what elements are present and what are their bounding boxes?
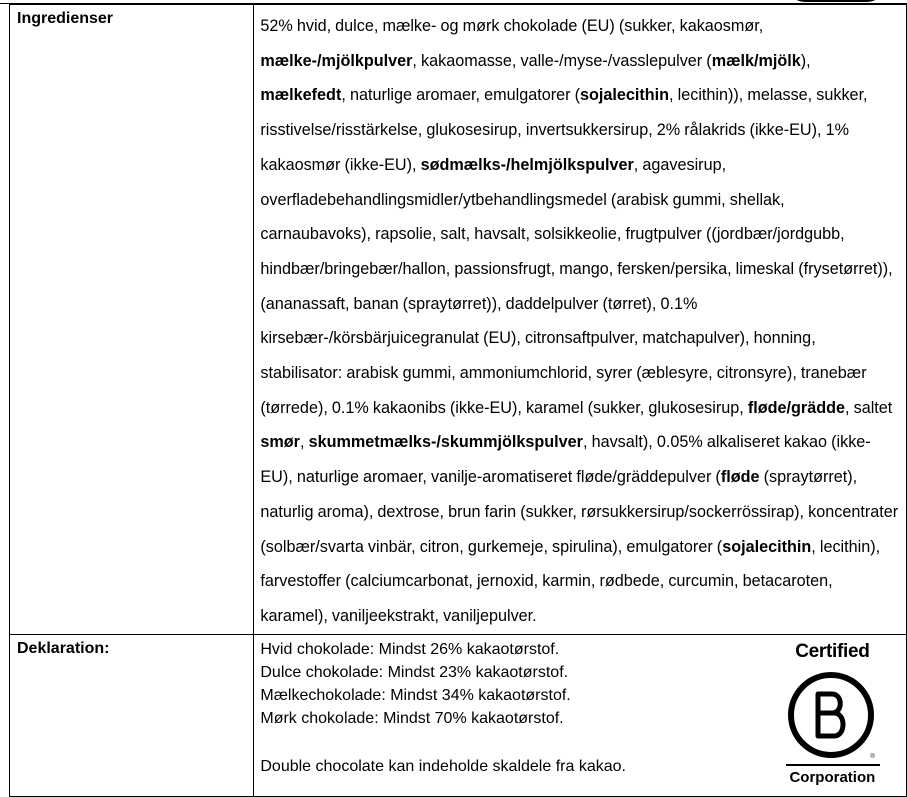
ingredients-text	[260, 9, 899, 634]
allergen-text: smør	[260, 433, 300, 452]
ingredient-text: , lecithin), farvestoffer (calciumcarbonat, jernoxid, karmin, rødbede, curcumin, betacaroten, karamel), vaniljeekstrakt, vaniljepulver.	[260, 537, 881, 625]
allergen-text: skummetmælks-/skummjölkspulver	[308, 433, 583, 452]
declaration-cell	[254, 634, 907, 796]
b-corp-circle-icon	[788, 672, 874, 758]
allergen-text: sødmælks-/helmjölkspulver	[420, 155, 634, 174]
ingredient-text: , havsalt), 0.05% alkaliseret kakao (ikke-EU), naturlige aromaer, vanilje-aromatiseret fløde/gräddepulver (	[260, 433, 871, 487]
ingredient-text: (spraytørret), naturlig aroma), dextrose, brun farin (sukker, rørsukkersirup/sockerrössirap), koncentrater (solbær/svarta vinbär, citron, gurkemeje, spirulina), emulgatorer (	[260, 468, 899, 556]
registered-mark: ®	[870, 753, 875, 760]
ingredient-text: , saltet	[845, 398, 893, 417]
allergen-text: fløde	[720, 468, 760, 487]
cocoa-content-line: Dulce chokolade: Mindst 23% kakaotørstof.	[260, 663, 569, 681]
cropped-logo-edge	[787, 0, 885, 2]
logo-divider	[786, 764, 880, 766]
ingredients-label: Ingredienser	[10, 5, 254, 635]
cocoa-content-line: Mælkechokolade: Mindst 34% kakaotørstof.	[260, 686, 571, 704]
ingredient-text: 52% hvid, dulce, mælke- og mørk chokolade (EU) (sukker, kakaosmør,	[260, 17, 764, 35]
cocoa-content-line: Hvid chokolade: Mindst 26% kakaotørstof.	[260, 640, 560, 658]
allergen-text: sojalecithin	[579, 86, 670, 105]
allergen-note: Double chocolate kan indeholde skaldele fra kakao.	[260, 757, 626, 775]
b-corp-logo	[782, 641, 882, 791]
cocoa-content-list	[260, 638, 570, 730]
allergen-text: mælke-/mjölkpulver	[260, 51, 413, 70]
product-spec-table	[9, 4, 907, 797]
ingredient-text: , kakaomasse, valle-/myse-/vasslepulver (	[412, 51, 712, 70]
ingredient-text: , lecithin)), melasse, sukker, risstivelse/risstärkelse, glukosesirup, invertsukkersirup, 2% rålakrids (ikke-EU), 1% kakaosmør (ikke-EU),	[260, 86, 868, 174]
ingredient-text: , naturlige aromaer, emulgatorer (	[341, 86, 580, 105]
cocoa-content-line: Mørk chokolade: Mindst 70% kakaotørstof.	[260, 709, 564, 727]
allergen-text: fløde/grädde	[747, 398, 846, 417]
ingredient-text: , agavesirup, overfladebehandlingsmidler/ytbehandlingsmedel (arabisk gummi, shellak, carnaubavoks), rapsolie, salt, havsalt, solsikkeolie, frugtpulver ((jordbær/jordgubb, hindbær/bringebær/hallon, passionsfrugt, mango, fersken/persika, limeskal (frysetørret)), (ananassaft, banan (spraytørret)), daddelpulver (tørret), 0.1% kirsebær-/körsbärjuicegranulat (EU), citronsaftpulver, matchapulver), honning, stabilisator: arabisk gummi, ammoniumchlorid, syrer (æblesyre, citronsyre), tranebær (tørrede), 0.1% kakaonibs (ikke-EU), karamel (sukker, glukosesirup,	[260, 155, 893, 417]
allergen-text: mælk/mjölk	[711, 51, 801, 70]
corporation-text: Corporation	[789, 768, 876, 786]
b-letter-icon	[812, 691, 850, 739]
certified-text: Certified	[795, 640, 870, 662]
ingredients-row	[10, 5, 907, 635]
ingredient-text: ,	[299, 433, 309, 452]
allergen-text: mælkefedt	[260, 86, 342, 105]
declaration-row	[10, 634, 907, 796]
allergen-text: sojalecithin	[722, 537, 812, 556]
ingredients-cell	[254, 5, 907, 635]
ingredient-text: ),	[800, 51, 811, 70]
declaration-label: Deklaration:	[10, 634, 254, 796]
